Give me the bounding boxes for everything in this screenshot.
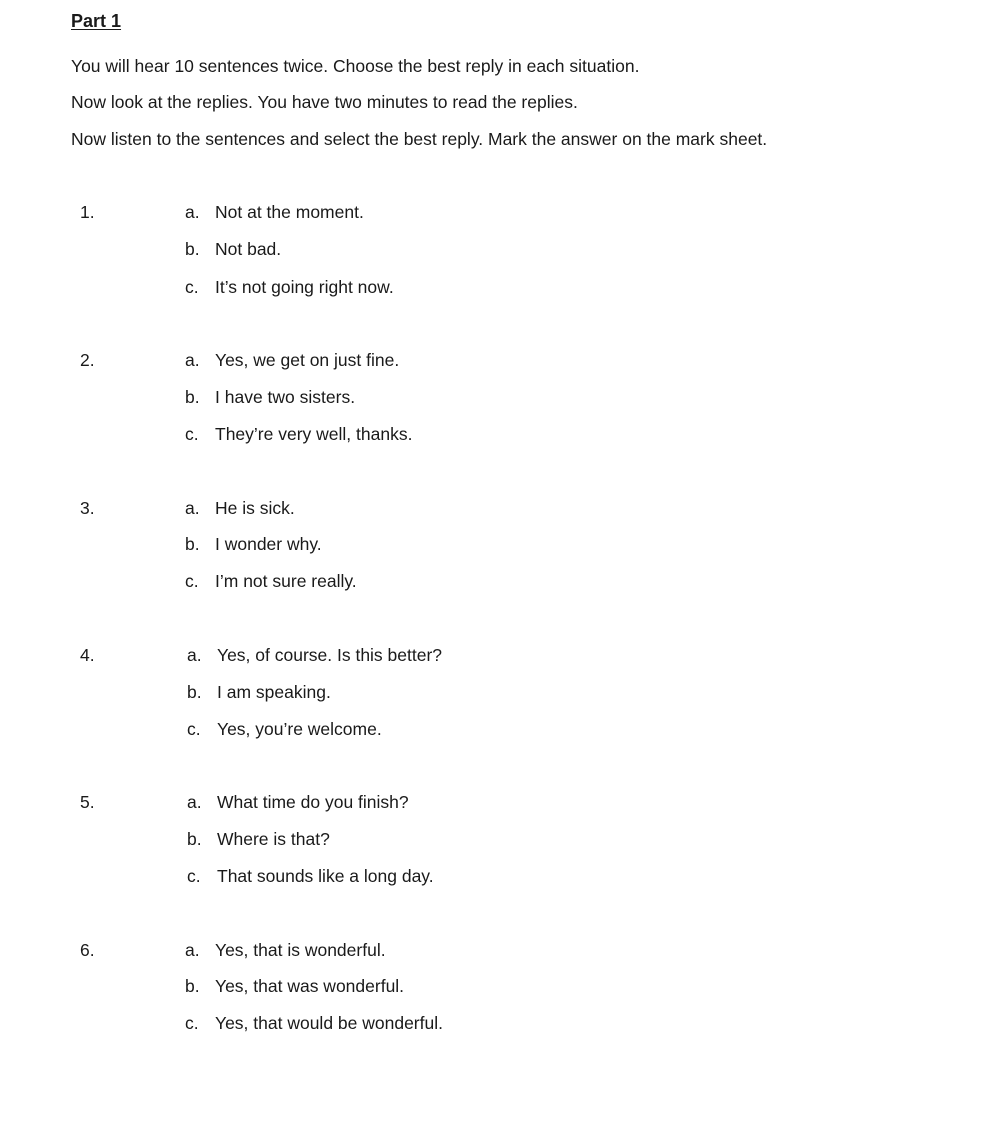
question-number: 1. — [80, 202, 95, 222]
option-text: He is sick. — [215, 498, 295, 518]
option-2a[interactable] — [185, 348, 399, 372]
section-title: Part 1 — [71, 11, 122, 31]
option-letter: b. — [185, 534, 200, 554]
option-letter: c. — [185, 277, 199, 297]
option-4c[interactable] — [187, 717, 382, 741]
option-text: Where is that? — [217, 829, 330, 849]
question-number: 3. — [80, 498, 95, 518]
option-text: Not bad. — [215, 239, 282, 259]
option-letter: a. — [187, 645, 202, 665]
option-text: Not at the moment. — [215, 202, 364, 222]
option-letter: b. — [185, 387, 200, 407]
instruction-line-1: You will hear 10 sentences twice. Choose the best reply in each situation. — [71, 56, 640, 76]
option-5b[interactable] — [187, 827, 330, 851]
option-4b[interactable] — [187, 680, 331, 704]
option-1a[interactable] — [185, 200, 364, 224]
question-number: 6. — [80, 940, 95, 960]
option-letter: a. — [185, 498, 200, 518]
option-1b[interactable] — [185, 237, 281, 261]
option-letter: b. — [187, 829, 202, 849]
option-text: I have two sisters. — [215, 387, 356, 407]
option-text: Yes, that is wonderful. — [215, 940, 386, 960]
option-6a[interactable] — [185, 938, 386, 962]
option-text: Yes, that was wonderful. — [215, 976, 405, 996]
option-text: I am speaking. — [217, 682, 331, 702]
question-number: 2. — [80, 350, 95, 370]
option-letter: a. — [187, 792, 202, 812]
option-2c[interactable] — [185, 422, 412, 446]
option-5c[interactable] — [187, 864, 434, 888]
option-letter: a. — [185, 350, 200, 370]
option-letter: b. — [187, 682, 202, 702]
question-number: 5. — [80, 792, 95, 812]
option-text: Yes, you’re welcome. — [217, 719, 382, 739]
option-6b[interactable] — [185, 974, 404, 998]
option-4a[interactable] — [187, 643, 442, 667]
option-letter: a. — [185, 202, 200, 222]
question-number: 4. — [80, 645, 95, 665]
instruction-line-3: Now listen to the sentences and select the best reply. Mark the answer on the mark sheet. — [71, 129, 768, 149]
option-5a[interactable] — [187, 790, 409, 814]
option-text: They’re very well, thanks. — [215, 424, 413, 444]
option-text: What time do you finish? — [217, 792, 409, 812]
option-3c[interactable] — [185, 569, 357, 593]
option-letter: c. — [185, 424, 199, 444]
option-letter: c. — [185, 1013, 199, 1033]
option-letter: a. — [185, 940, 200, 960]
option-2b[interactable] — [185, 385, 355, 409]
option-text: I wonder why. — [215, 534, 322, 554]
option-text: Yes, we get on just fine. — [215, 350, 400, 370]
option-letter: b. — [185, 976, 200, 996]
instruction-line-2: Now look at the replies. You have two minutes to read the replies. — [71, 92, 578, 112]
option-6c[interactable] — [185, 1011, 443, 1035]
option-3b[interactable] — [185, 532, 322, 556]
option-1c[interactable] — [185, 275, 394, 299]
option-text: I’m not sure really. — [215, 571, 357, 591]
option-3a[interactable] — [185, 496, 295, 520]
option-text: Yes, of course. Is this better? — [217, 645, 443, 665]
option-text: Yes, that would be wonderful. — [215, 1013, 443, 1033]
option-letter: c. — [187, 866, 201, 886]
option-letter: c. — [187, 719, 201, 739]
option-letter: c. — [185, 571, 199, 591]
option-text: It’s not going right now. — [215, 277, 394, 297]
option-text: That sounds like a long day. — [217, 866, 434, 886]
option-letter: b. — [185, 239, 200, 259]
